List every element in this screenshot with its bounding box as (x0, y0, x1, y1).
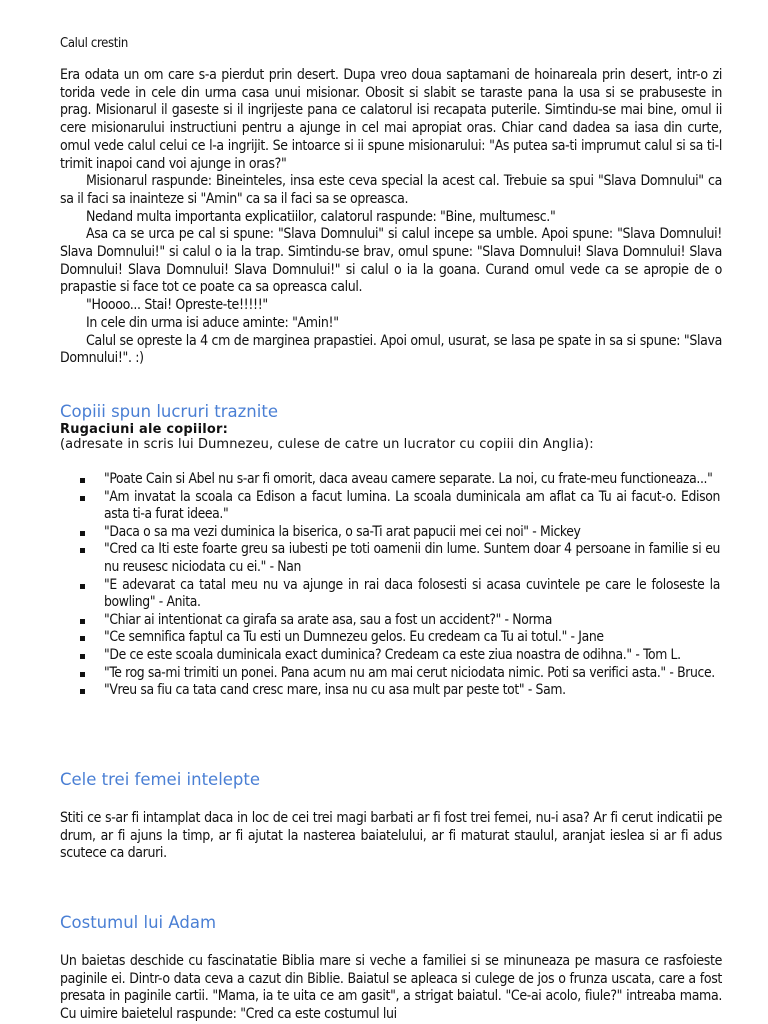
list-item (80, 647, 720, 665)
story-paragraph: Calul se opreste la 4 cm de marginea prapastiei. Apoi omul, usurat, se lasa pe spate in sa si spune: "Slava Domnului!". :) (60, 332, 722, 367)
list-item (80, 541, 720, 576)
list-item-text: "Cred ca Iti este foarte greu sa iubesti pe toti oamenii din lume. Suntem doar 4 persoane in familie si eu nu reusesc niciodata cu ei." - Nan (104, 541, 720, 575)
section-heading: Cele trei femei intelepte (60, 770, 261, 789)
list-item (80, 629, 720, 647)
section-subtitle: Rugaciuni ale copiilor: (60, 422, 229, 437)
bullet-icon (80, 654, 85, 659)
bullet-icon (80, 531, 85, 536)
bullet-icon (80, 672, 85, 677)
bullet-icon (80, 619, 85, 624)
story-paragraph: Era odata un om care s-a pierdut prin desert. Dupa vreo doua saptamani de hoinareala prin desert, intr-o zi torida vede in cele din urma casa unui misionar. Obosit si slabit se taraste pana la usa si se prabuseste in prag. Misionarul il gaseste si il ingrijeste pana ce calatorul isi recapata puterile. Simtindu-se mai bine, omul ii cere misionarului instructiuni pentru a ajunge in cel mai apropiat oras. Chiar cand dadea sa iasa din curte, omul vede calul celui ce l-a ingrijit. Se intoarce si ii spune misionarului: "As putea sa-ti imprumut calul si sa ti-l trimit inapoi cand voi ajunge in oras?" (60, 67, 722, 172)
list-item-text: "Daca o sa ma vezi duminica la biserica, o sa-Ti arat papucii mei cei noi" - Mickey (104, 523, 581, 540)
bullet-icon (80, 548, 85, 553)
bullet-icon (80, 689, 85, 694)
story-title: Calul crestin (60, 36, 128, 51)
list-item (80, 665, 720, 683)
list-item-text: "Am invatat la scoala ca Edison a facut lumina. La scoala duminicala am aflat ca Tu ai facut-o. Edison asta ti-a furat ideea." (104, 488, 720, 523)
section-paragraph: Un baietas deschide cu fascinatatie Biblia mare si veche a familiei si se minuneaza pe masura ce rasfoieste paginile ei. Dintr-o data ceva a cazut din Biblie. Baiatul se apleaca si culege de jos o frunza uscata, care a fost presata in paginile cartii. "Mama, ia te uita ce am gasit", a strigat baiatul. "Ce-ai acolo, fiule?" intreaba mama. Cu uimire baietelul raspunde: "Cred ca este costumul lui (60, 953, 722, 1023)
section-paragraph: Stiti ce s-ar fi intamplat daca in loc de cei trei magi barbati ar fi fost trei femei, nu-i asa? Ar fi cerut indicatii pe drum, ar fi ajuns la timp, ar fi ajutat la nasterea baiatelului, ar fi maturat staulul, aranjat ieslea si ar fi adus scutece ca daruri. (60, 810, 722, 862)
bullet-icon (80, 478, 85, 483)
section-heading: Costumul lui Adam (60, 913, 217, 932)
list-item-text: "Vreu sa fiu ca tata cand cresc mare, insa nu cu asa mult par peste tot" - Sam. (104, 682, 566, 699)
section-note: (adresate in scris lui Dumnezeu, culese de catre un lucrator cu copiii din Anglia): (60, 437, 594, 452)
list-item-text: "Chiar ai intentionat ca girafa sa arate asa, sau a fost un accident?" - Norma (104, 611, 552, 628)
list-item (80, 682, 720, 700)
story-paragraph: "Hoooo... Stai! Opreste-te!!!!!" (86, 297, 268, 314)
story-paragraph: Misionarul raspunde: Bineinteles, insa este ceva special la acest cal. Trebuie sa spui "Slava Domnului" ca sa il faci sa inainteze si "Amin" ca sa il faci sa se opreasca. (60, 173, 722, 207)
section-heading: Copiii spun lucruri traznite (60, 402, 278, 421)
list-item-text: "De ce este scoala duminicala exact duminica? Credeam ca este ziua noastra de odihna." - Tom L. (104, 646, 681, 663)
list-item (80, 489, 720, 524)
list-item-text: "Ce semnifica faptul ca Tu esti un Dumnezeu gelos. Eu credeam ca Tu ai totul." - Jane (104, 629, 604, 646)
story-paragraph: Nedand multa importanta explicatiilor, calatorul raspunde: "Bine, multumesc." (86, 208, 556, 225)
story-paragraph: Asa ca se urca pe cal si spune: "Slava Domnului" si calul incepe sa umble. Apoi spune: "Slava Domnului! Slava Domnului!" si calul o ia la trap. Simtindu-se brav, omul spune: "Slava Domnului! Slava Domnului! Slava Domnului! Slava Domnului! Slava Domnului!" si calul o ia la goana. Curand omul vede ca se apropie de o prapastie si face tot ce poate ca sa opreasca calul. (60, 226, 722, 296)
list-item-text: "Poate Cain si Abel nu s-ar fi omorit, daca aveau camere separate. La noi, cu frate-meu functioneaza..." (104, 471, 713, 487)
story-paragraph: In cele din urma isi aduce aminte: "Amin!" (86, 314, 339, 331)
list-item (80, 577, 720, 612)
list-item (80, 524, 720, 542)
bullet-icon (80, 496, 85, 501)
bullet-icon (80, 636, 85, 641)
list-item-text: "Te rog sa-mi trimiti un ponei. Pana acum nu am mai cerut niciodata nimic. Poti sa verifici asta." - Bruce. (104, 664, 715, 681)
story-body (60, 67, 722, 368)
prayer-list (80, 471, 720, 700)
bullet-icon (80, 584, 85, 589)
list-item (80, 612, 720, 630)
list-item-text: "E adevarat ca tatal meu nu va ajunge in rai daca folosesti si acasa cuvintele pe care le foloseste la bowling" - Anita. (104, 576, 720, 611)
list-item (80, 471, 720, 489)
